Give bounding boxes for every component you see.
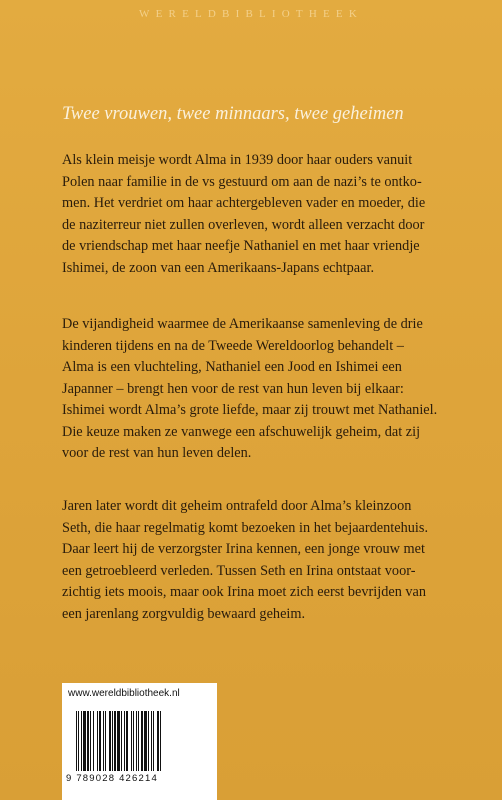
blurb-line: Jaren later wordt dit geheim ontrafeld door Alma’s kleinzoon xyxy=(62,498,412,514)
blurb-line: Alma is een vluchteling, Nathaniel een Jood en Ishimei een xyxy=(62,359,402,375)
barcode-label xyxy=(62,683,217,800)
blurb-line: Polen naar familie in de vs gestuurd om aan de nazi’s te ontko- xyxy=(62,173,422,190)
barcode-bar xyxy=(93,711,94,771)
barcode-bar xyxy=(90,711,91,771)
blurb-line: een getroebleerd verleden. Tussen Seth en Irina ontstaat voor- xyxy=(62,562,416,579)
blurb-paragraph-2 xyxy=(62,314,482,465)
barcode-bar xyxy=(151,711,152,771)
publisher-name: WERELDBIBLIOTHEEK xyxy=(139,8,363,20)
barcode-bar xyxy=(131,711,132,771)
blurb-line: Als klein meisje wordt Alma in 1939 door haar ouders vanuit xyxy=(62,152,413,168)
blurb-line: Ishimei wordt Alma’s grote liefde, maar zij trouwt met Nathaniel. xyxy=(62,402,438,418)
blurb-paragraph-3 xyxy=(62,496,482,625)
barcode-bar xyxy=(144,711,147,771)
barcode-bar xyxy=(133,711,134,771)
blurb-line: de vriendschap met haar neefje Nathaniel en met haar vriendje xyxy=(62,238,420,254)
barcode-bar xyxy=(87,711,89,771)
blurb-line: Seth, die haar regelmatig komt bezoeken in het bejaardentehuis. xyxy=(62,519,429,536)
blurb-line: men. Het verdriet om haar achtergebleven vader en moeder, die xyxy=(62,195,426,211)
barcode-bar xyxy=(141,711,143,771)
isbn-number: 9 789028 426214 xyxy=(66,773,158,784)
barcode-bar xyxy=(105,711,106,771)
barcode-bar xyxy=(76,711,77,771)
barcode-bar xyxy=(148,711,149,771)
blurb-line: zichtig iets moois, maar ook Irina moet zich eerst bevrijden van xyxy=(62,584,427,600)
barcode-bar xyxy=(83,711,86,771)
blurb-line: een jarenlang zorgvuldig bewaard geheim. xyxy=(62,605,306,622)
barcode-bar xyxy=(78,711,79,771)
barcode-bar xyxy=(109,711,111,771)
barcode-bar xyxy=(160,711,161,771)
isbn-barcode-icon xyxy=(76,711,202,771)
barcode-bar xyxy=(97,711,98,771)
barcode-bar xyxy=(81,711,82,771)
barcode-bar xyxy=(121,711,122,771)
barcode-bar xyxy=(153,711,154,771)
blurb-paragraph-1 xyxy=(62,150,482,279)
barcode-bar xyxy=(114,711,116,771)
blurb-line: De vijandigheid waarmee de Amerikaanse samenleving de drie xyxy=(62,316,423,332)
barcode-bar xyxy=(124,711,125,771)
blurb-line: kinderen tijdens en na de Tweede Wereldoorlog behandelt – xyxy=(62,337,404,354)
barcode-bar xyxy=(157,711,159,771)
barcode-bar xyxy=(99,711,101,771)
barcode-bar xyxy=(112,711,113,771)
barcode-bar xyxy=(138,711,139,771)
blurb-line: Japanner – brengt hen voor de rest van hun leven bij elkaar: xyxy=(62,380,404,397)
blurb-line: Die keuze maken ze vanwege een afschuwelijk geheim, dat zij xyxy=(62,423,421,440)
tagline: Twee vrouwen, twee minnaars, twee geheimen xyxy=(62,104,404,124)
barcode-bar xyxy=(117,711,120,771)
blurb-line: Daar leert hij de verzorgster Irina kennen, een jonge vrouw met xyxy=(62,541,425,557)
blurb-line: Ishimei, de zoon van een Amerikaans-Japans echtpaar. xyxy=(62,259,375,276)
barcode-bar xyxy=(126,711,128,771)
barcode-bar xyxy=(136,711,137,771)
barcode-bar xyxy=(103,711,104,771)
blurb-line: de naziterreur niet zullen overleven, wordt alleen verzacht door xyxy=(62,216,425,233)
publisher-url: www.wereldbibliotheek.nl xyxy=(68,688,180,699)
blurb-line: voor de rest van hun leven delen. xyxy=(62,445,252,461)
